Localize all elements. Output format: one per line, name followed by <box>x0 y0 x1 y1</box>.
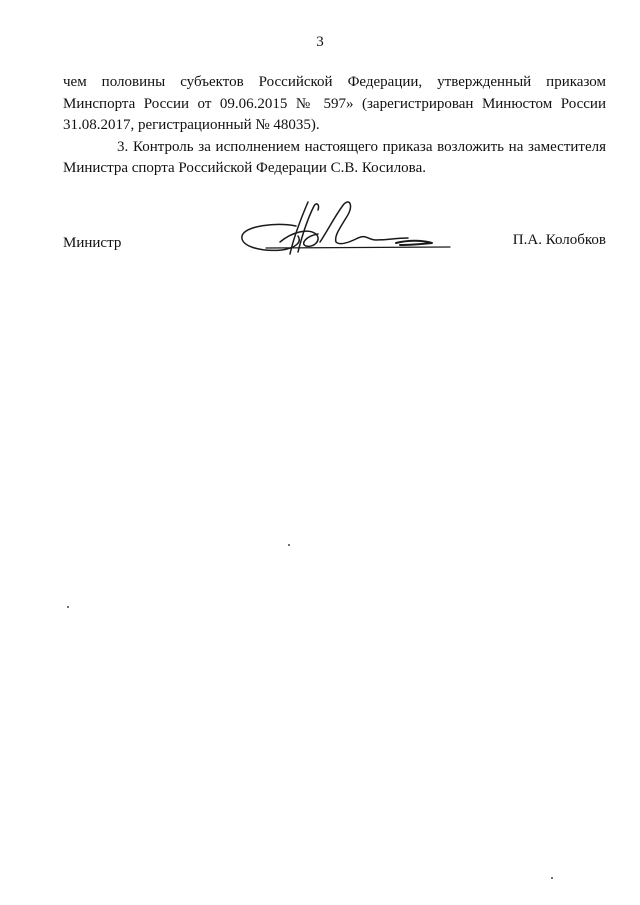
handwritten-signature <box>236 196 458 272</box>
scan-speck <box>67 606 69 608</box>
signature-stroke <box>320 202 358 244</box>
signature-stroke <box>358 237 408 240</box>
page-number: 3 <box>316 34 324 50</box>
paragraph-item-3 <box>63 137 606 180</box>
text-line: Министра спорта Российской Федерации С.В. Косилова. <box>63 160 426 176</box>
scan-speck <box>288 544 290 546</box>
document-body <box>63 72 606 180</box>
paragraph-continuation <box>63 72 606 137</box>
text-line: 3. Контроль за исполнением настоящего приказа возложить на заместителя <box>117 138 606 155</box>
scan-speck <box>551 877 553 879</box>
text-line: чем половины субъектов Российской Федерации, утвержденный приказом <box>63 74 606 90</box>
signature-stroke <box>242 224 299 250</box>
signatory-title: Министр <box>63 235 122 251</box>
text-line: Минспорта России от 09.06.2015 № 597» (зарегистрирован Минюстом России <box>63 95 606 112</box>
signature-stroke <box>396 241 432 245</box>
signatory-name: П.А. Колобков <box>512 232 606 248</box>
text-line: 31.08.2017, регистрационный № 48035). <box>63 117 320 133</box>
